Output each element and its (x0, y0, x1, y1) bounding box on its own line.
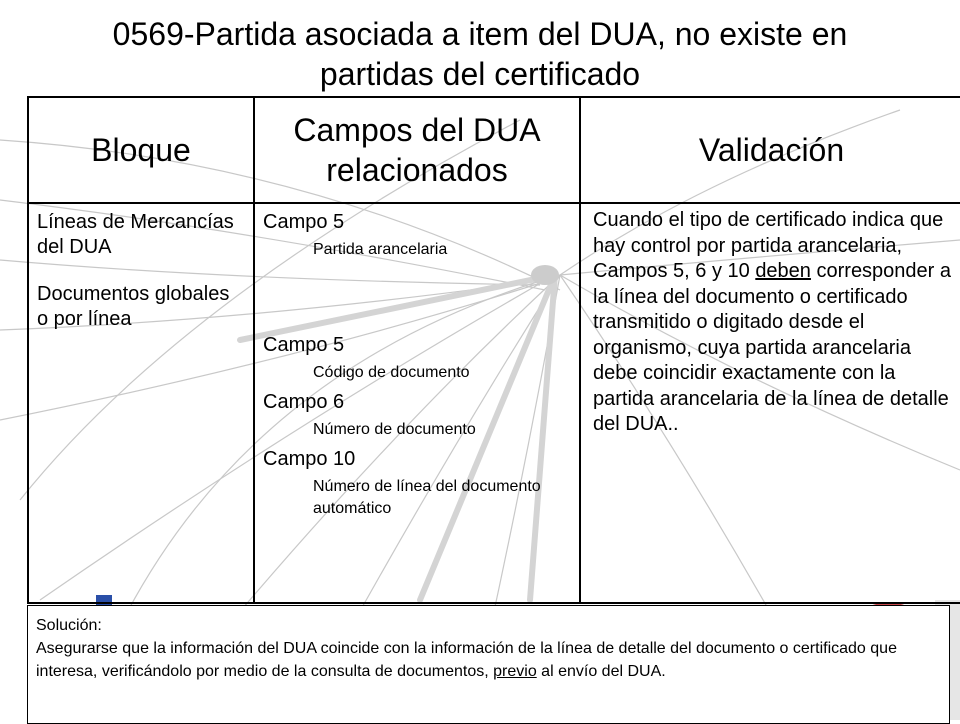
header-bloque: Bloque (28, 97, 254, 203)
solution-box (27, 605, 950, 724)
validation-emphasis: deben (755, 260, 811, 282)
header-validacion: Validación (580, 97, 960, 203)
field-description: Número de línea del documento automático (313, 478, 541, 517)
campos-cell (254, 203, 580, 603)
validation-text (581, 204, 960, 438)
slide-title-line-1: 0569-Partida asociada a item del DUA, no existe en (112, 16, 848, 52)
field-name: Campo 10 (263, 448, 356, 470)
field-name: Campo 6 (263, 391, 345, 413)
slide-title (0, 14, 960, 94)
bloque-cell (28, 203, 254, 603)
solution-text-part1: Asegurarse que la información del DUA coincide con la información de la línea de detalle del documento o certificado que interesa, verificándolo por medio de la consulta de documentos, (36, 640, 897, 680)
slide-title-line-2: partidas del certificado (319, 56, 641, 92)
solution-text-part2: al envío del DUA. (536, 663, 666, 680)
solution-emphasis: previo (493, 663, 537, 680)
field-name: Campo 5 (263, 334, 345, 356)
bloque-group-documentos: Documentos globales o por línea (37, 283, 230, 330)
field-description: Número de documento (313, 421, 476, 438)
solution-label: Solución: (36, 617, 102, 634)
validation-text-part1: Cuando el tipo de certificado indica que hay control por partida arancelaria, Campos 5, 6 y 10 (593, 209, 944, 282)
field-description: Partida arancelaria (313, 241, 448, 258)
validation-text-part2: corresponder a la línea del documento o certificado transmitido o digitado desde el organismo, cuya partida arancelaria debe coincidir exactamente con la partida arancelaria de la línea de detalle del DUA.. (593, 260, 952, 435)
solution-text (36, 637, 941, 683)
validation-table (27, 96, 960, 604)
header-campos: Campos del DUA relacionados (254, 97, 580, 203)
field-description: Código de documento (313, 364, 470, 381)
table-row (28, 203, 960, 603)
validacion-cell (580, 203, 960, 603)
table-header-row (28, 97, 960, 203)
field-name: Campo 5 (263, 211, 345, 233)
bloque-group-lineas: Líneas de Mercancías del DUA (37, 211, 234, 258)
